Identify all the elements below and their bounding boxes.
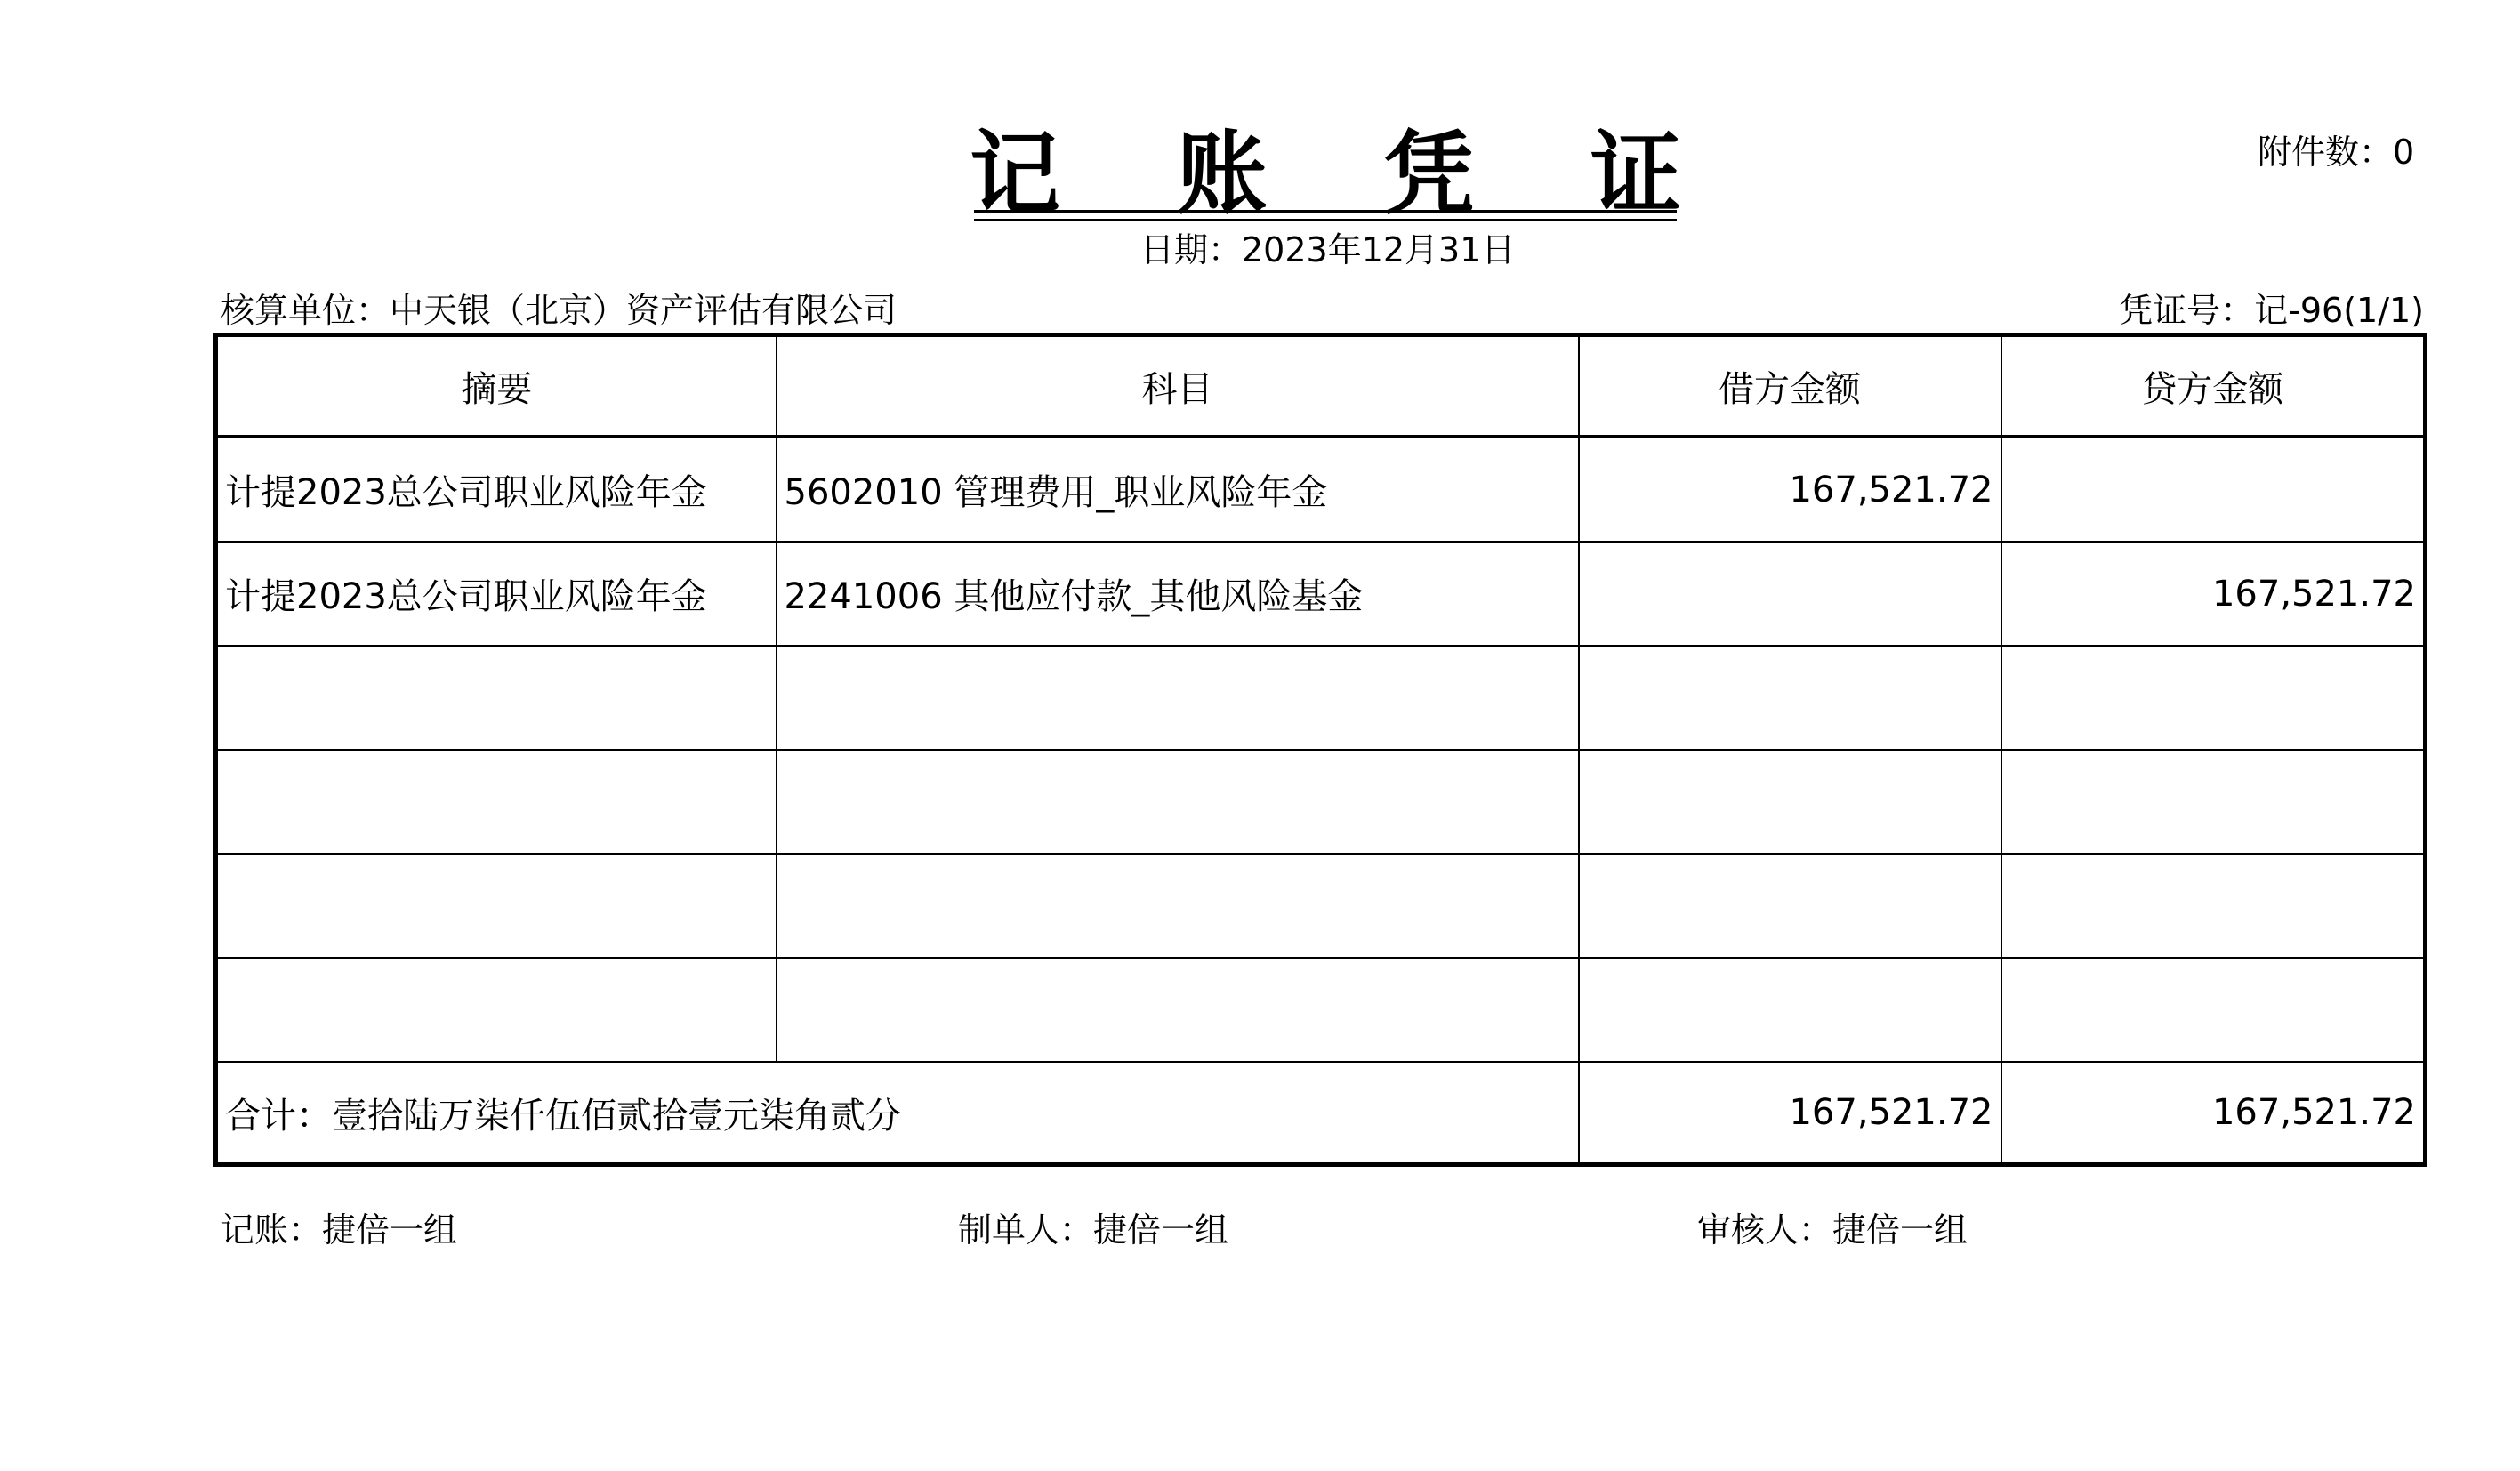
header-summary: 摘要 xyxy=(216,335,777,438)
table-row xyxy=(216,646,2426,750)
cell-debit xyxy=(1579,854,2001,958)
cell-account: 2241006 其他应付款_其他风险基金 xyxy=(777,542,1579,646)
voucher-date: 日期：2023年12月31日 xyxy=(1140,230,1516,269)
attachment-count: 附件数：0 xyxy=(2258,133,2415,172)
header-account: 科目 xyxy=(777,335,1579,438)
cell-credit xyxy=(2001,854,2426,958)
voucher-table xyxy=(213,333,2427,1167)
reviewer-signature: 审核人：捷倍一组 xyxy=(1697,1210,1968,1250)
header-debit: 借方金额 xyxy=(1579,335,2001,438)
table-row xyxy=(216,750,2426,854)
title-char: 凭 xyxy=(1383,121,1475,228)
table-row xyxy=(216,542,2426,646)
total-debit: 167,521.72 xyxy=(1579,1062,2001,1165)
title-underline xyxy=(974,219,1677,221)
total-amount-words: 合计：壹拾陆万柒仟伍佰贰拾壹元柒角贰分 xyxy=(216,1062,1579,1165)
cell-credit xyxy=(2001,646,2426,750)
cell-debit xyxy=(1579,646,2001,750)
cell-summary xyxy=(216,646,777,750)
cell-summary xyxy=(216,854,777,958)
cell-credit xyxy=(2001,750,2426,854)
accounting-unit: 核算单位：中天银（北京）资产评估有限公司 xyxy=(221,291,898,330)
cell-account xyxy=(777,958,1579,1062)
header-credit: 贷方金额 xyxy=(2001,335,2426,438)
cell-summary: 计提2023总公司职业风险年金 xyxy=(216,542,777,646)
cell-debit: 167,521.72 xyxy=(1579,437,2001,542)
table-row xyxy=(216,437,2426,542)
bookkeeper-signature: 记账：捷倍一组 xyxy=(221,1210,458,1250)
table-row xyxy=(216,958,2426,1062)
table-row xyxy=(216,854,2426,958)
table-header-row xyxy=(216,335,2426,438)
cell-debit xyxy=(1579,542,2001,646)
voucher-title xyxy=(970,111,1681,228)
title-char: 证 xyxy=(1590,121,1681,228)
title-char: 账 xyxy=(1176,121,1268,228)
preparer-signature: 制单人：捷倍一组 xyxy=(958,1210,1229,1250)
cell-credit xyxy=(2001,437,2426,542)
cell-account xyxy=(777,854,1579,958)
cell-debit xyxy=(1579,958,2001,1062)
cell-credit: 167,521.72 xyxy=(2001,542,2426,646)
title-underline xyxy=(974,210,1677,213)
title-char: 记 xyxy=(970,121,1060,228)
total-credit: 167,521.72 xyxy=(2001,1062,2426,1165)
total-row xyxy=(216,1062,2426,1165)
cell-account xyxy=(777,646,1579,750)
cell-credit xyxy=(2001,958,2426,1062)
voucher-number: 凭证号：记-96(1/1) xyxy=(2119,291,2424,330)
cell-summary xyxy=(216,750,777,854)
cell-summary xyxy=(216,958,777,1062)
cell-debit xyxy=(1579,750,2001,854)
cell-account xyxy=(777,750,1579,854)
cell-summary: 计提2023总公司职业风险年金 xyxy=(216,437,777,542)
cell-account: 5602010 管理费用_职业风险年金 xyxy=(777,437,1579,542)
